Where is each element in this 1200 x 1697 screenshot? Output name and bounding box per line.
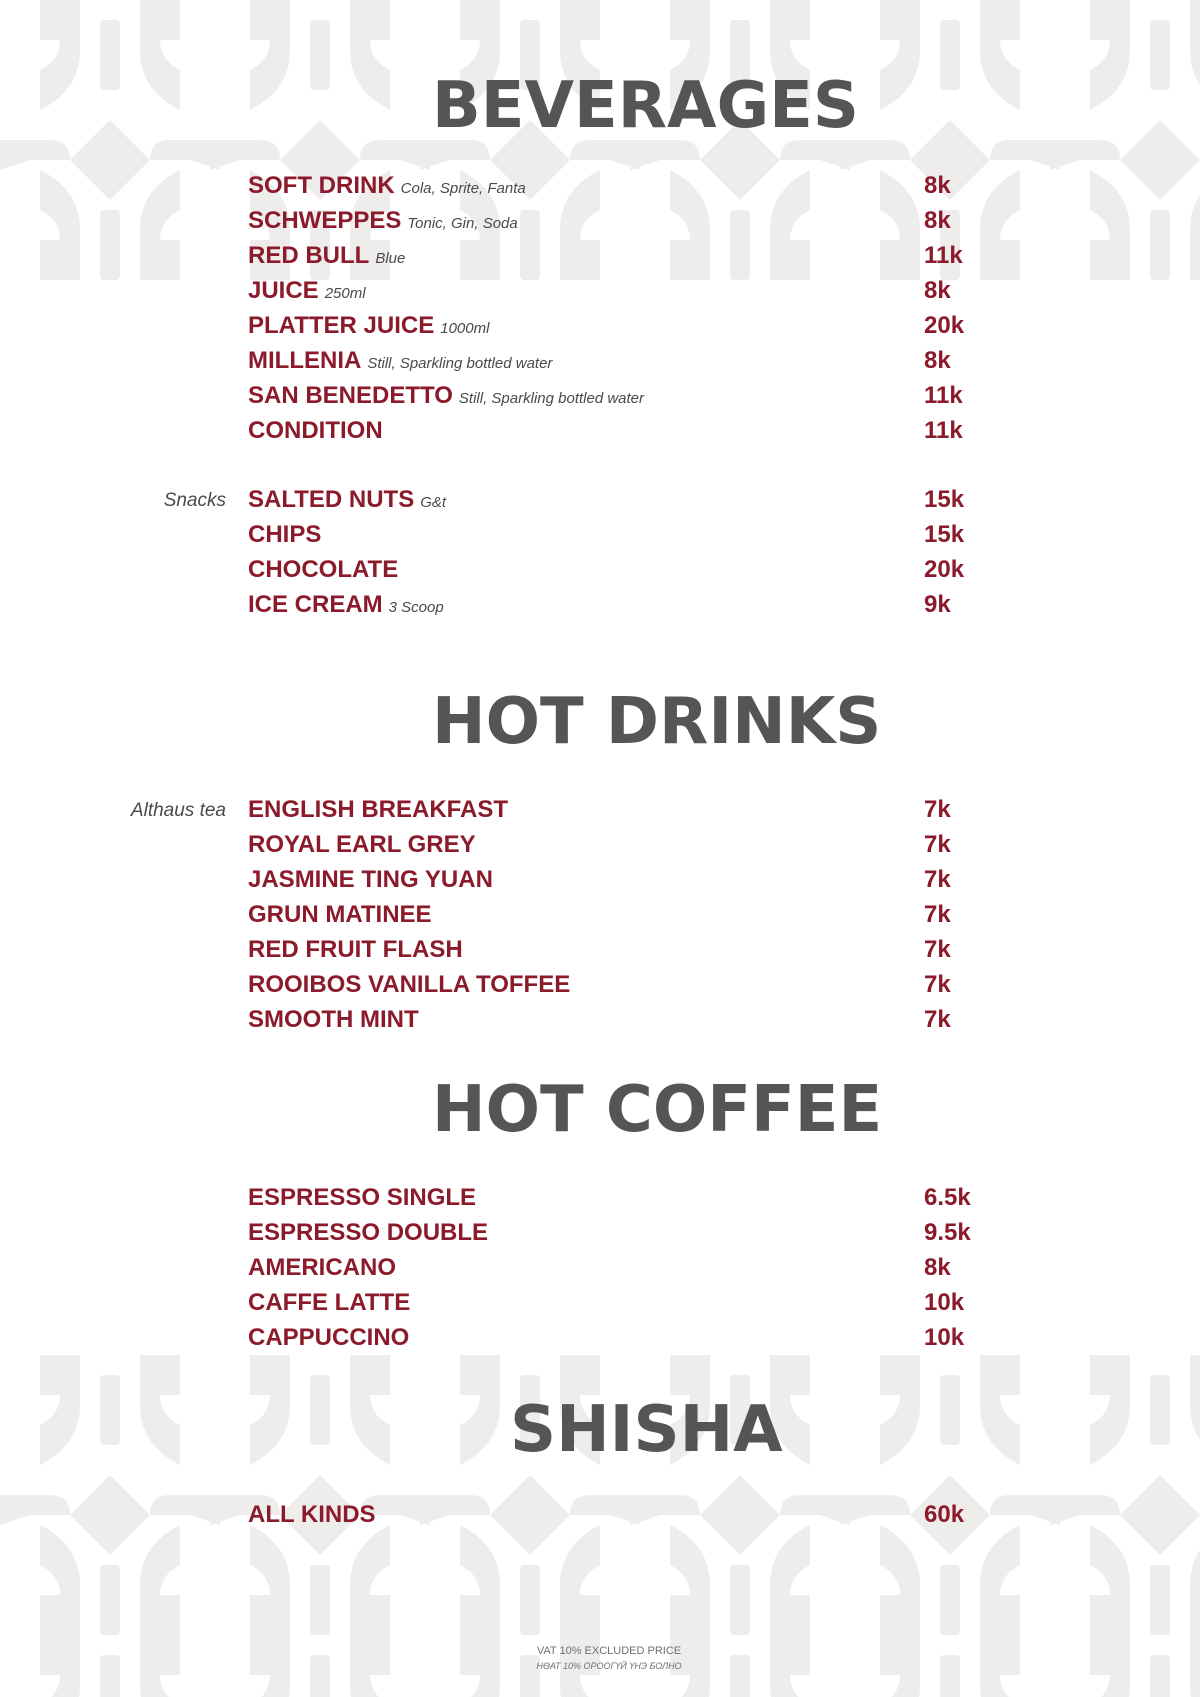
item-price: 10k — [924, 1289, 965, 1316]
menu-item — [0, 1215, 1200, 1250]
item-name: CHOCOLATE — [248, 556, 399, 583]
menu-item — [0, 343, 1200, 378]
item-name: CAFFE LATTE — [248, 1289, 411, 1316]
item-price: 8k — [924, 172, 951, 199]
menu-item — [0, 203, 1200, 238]
vat-note-en: VAT 10% EXCLUDED PRICE — [536, 1645, 682, 1657]
hot-coffee-heading: HOT COFFEE — [432, 1073, 883, 1147]
snacks-list — [0, 482, 1200, 622]
item-name: SALTED NUTS — [248, 486, 415, 513]
menu-item — [0, 378, 1200, 413]
item-note: Still, Sparkling bottled water — [367, 355, 553, 372]
item-name: PLATTER JUICE — [248, 312, 435, 339]
vat-note-mn: НӨАТ 10% ОРООГҮЙ ҮНЭ БОЛНО — [536, 1661, 682, 1671]
item-name: CHIPS — [248, 521, 322, 548]
menu-item — [0, 1285, 1200, 1320]
item-price: 8k — [924, 207, 951, 234]
althaus-tea-label: Althaus tea — [130, 800, 226, 821]
menu-item — [0, 168, 1200, 203]
item-name: ICE CREAM — [248, 591, 383, 618]
item-price: 15k — [924, 486, 965, 513]
item-price: 7k — [924, 901, 951, 928]
item-price: 7k — [924, 796, 951, 823]
menu-item — [0, 308, 1200, 343]
item-price: 9k — [924, 591, 951, 618]
menu-item — [0, 1320, 1200, 1355]
item-note: Tonic, Gin, Soda — [407, 215, 518, 232]
item-price: 20k — [924, 312, 965, 339]
item-price: 60k — [924, 1501, 965, 1528]
item-price: 8k — [924, 277, 951, 304]
item-price: 11k — [924, 242, 963, 269]
item-name: ALL KINDS — [248, 1501, 376, 1528]
item-price: 8k — [924, 347, 951, 374]
item-name: ROOIBOS VANILLA TOFFEE — [248, 971, 571, 998]
item-name: MILLENIA — [248, 347, 362, 374]
item-price: 7k — [924, 971, 951, 998]
menu-item — [0, 517, 1200, 552]
item-note: G&t — [420, 494, 447, 511]
item-price: 20k — [924, 556, 965, 583]
shisha-heading: SHISHA — [510, 1393, 783, 1467]
item-name: SCHWEPPES — [248, 207, 402, 234]
menu-item — [0, 1002, 1200, 1037]
menu-item — [0, 862, 1200, 897]
hot-coffee-list — [0, 1180, 1200, 1355]
item-note: 250ml — [324, 285, 366, 302]
item-price: 11k — [924, 417, 963, 444]
item-name: RED FRUIT FLASH — [248, 936, 463, 963]
item-name: CAPPUCCINO — [248, 1324, 410, 1351]
item-name: JUICE — [248, 277, 319, 304]
item-price: 7k — [924, 1006, 951, 1033]
menu-item — [0, 1250, 1200, 1285]
snacks-label: Snacks — [163, 490, 226, 511]
beverages-heading: BEVERAGES — [432, 69, 859, 143]
menu-item — [0, 482, 1200, 517]
menu-item — [0, 238, 1200, 273]
menu-item — [0, 1180, 1200, 1215]
item-price: 8k — [924, 1254, 951, 1281]
item-price: 9.5k — [924, 1219, 971, 1246]
item-price: 10k — [924, 1324, 965, 1351]
item-note: 1000ml — [440, 320, 490, 337]
item-name: AMERICANO — [248, 1254, 396, 1281]
item-name: ESPRESSO SINGLE — [248, 1184, 477, 1211]
item-price: 7k — [924, 936, 951, 963]
item-name: ENGLISH BREAKFAST — [248, 796, 509, 823]
item-price: 11k — [924, 382, 963, 409]
item-name: SMOOTH MINT — [248, 1006, 419, 1033]
menu-item — [0, 897, 1200, 932]
item-name: ESPRESSO DOUBLE — [248, 1219, 489, 1246]
item-note: Still, Sparkling bottled water — [458, 390, 645, 407]
item-name: ROYAL EARL GREY — [248, 831, 476, 858]
menu-item — [0, 792, 1200, 827]
shisha-list — [0, 1497, 1200, 1532]
item-price: 6.5k — [924, 1184, 971, 1211]
item-name: SAN BENEDETTO — [248, 382, 453, 409]
item-name: JASMINE TING YUAN — [248, 866, 493, 893]
item-price: 15k — [924, 521, 965, 548]
beverages-list — [0, 168, 1200, 448]
menu-item — [0, 587, 1200, 622]
item-note: 3 Scoop — [388, 599, 444, 616]
menu-item — [0, 273, 1200, 308]
hot-drinks-list — [0, 792, 1200, 1037]
menu-item — [0, 967, 1200, 1002]
menu-item — [0, 827, 1200, 862]
item-note: Blue — [375, 250, 406, 267]
item-name: CONDITION — [248, 417, 383, 444]
menu-item — [0, 552, 1200, 587]
item-name: SOFT DRINK — [248, 172, 395, 199]
menu-item — [0, 1497, 1200, 1532]
item-price: 7k — [924, 831, 951, 858]
item-name: GRUN MATINEE — [248, 901, 432, 928]
item-price: 7k — [924, 866, 951, 893]
hot-drinks-heading: HOT DRINKS — [432, 685, 882, 759]
menu-item — [0, 413, 1200, 448]
item-note: Cola, Sprite, Fanta — [400, 180, 526, 197]
item-name: RED BULL — [248, 242, 370, 269]
menu-item — [0, 932, 1200, 967]
